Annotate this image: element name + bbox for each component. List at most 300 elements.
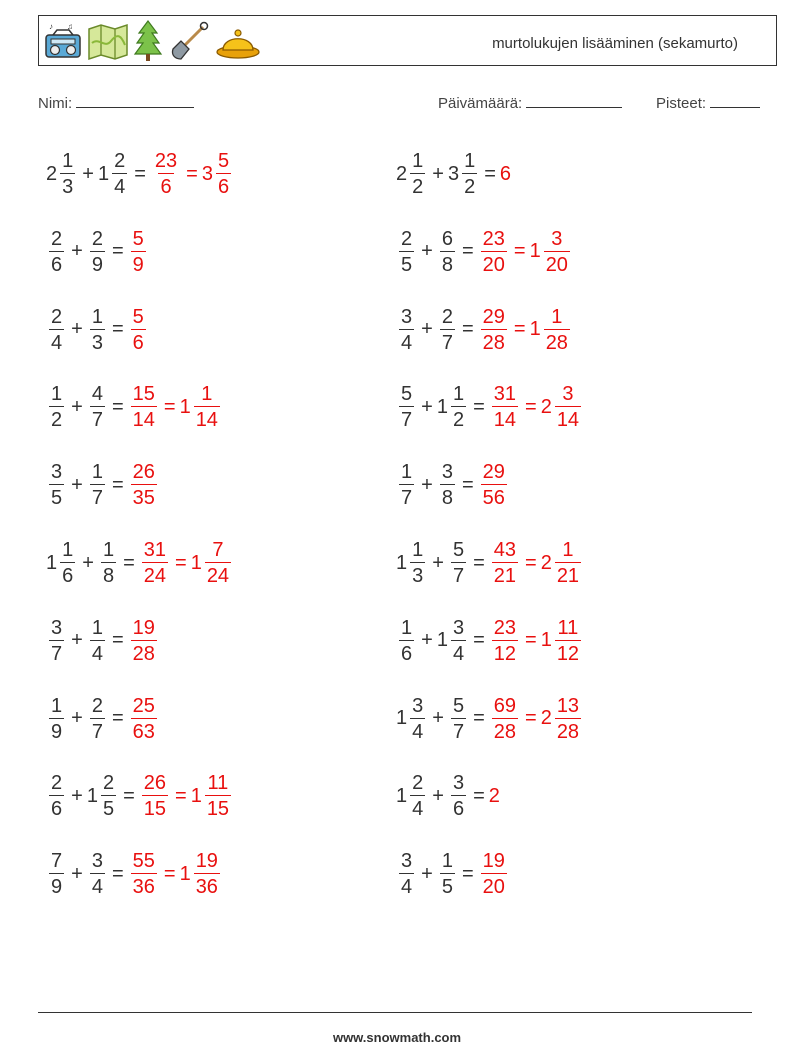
- numerator: 5: [217, 150, 230, 172]
- equals-sign: =: [473, 395, 485, 418]
- fraction: [451, 384, 466, 430]
- fraction: [399, 229, 414, 275]
- plus-sign: +: [421, 395, 433, 418]
- fraction: [481, 307, 507, 353]
- denominator: 5: [440, 873, 455, 897]
- numerator: 26: [143, 772, 166, 795]
- denominator: 7: [440, 329, 455, 353]
- answer: [478, 307, 510, 353]
- plus-sign: +: [82, 162, 94, 185]
- fraction: [131, 229, 146, 275]
- answer: [489, 384, 521, 430]
- plus-sign: +: [71, 473, 83, 496]
- fraction: [131, 462, 157, 508]
- footer-url: www.snowmath.com: [332, 1030, 462, 1045]
- equals-sign: =: [111, 318, 124, 341]
- fraction: [205, 773, 231, 819]
- numerator: 3: [401, 305, 413, 328]
- numerator: 2: [441, 305, 453, 328]
- numerator: 7: [212, 539, 224, 561]
- fraction: [555, 540, 581, 586]
- answer: [478, 462, 510, 508]
- boombox-icon: [43, 21, 83, 61]
- problem-row: [396, 611, 584, 671]
- numerator: 3: [51, 461, 63, 484]
- denominator: 35: [131, 484, 157, 508]
- denominator: 6: [451, 795, 466, 819]
- fraction: [555, 618, 581, 664]
- numerator: 13: [556, 694, 580, 717]
- fraction: [492, 384, 518, 430]
- problem-row: [46, 144, 234, 204]
- numerator: 3: [412, 694, 424, 717]
- equals-sign: =: [461, 240, 474, 263]
- numerator: 1: [452, 383, 465, 406]
- whole-number: 2: [540, 395, 552, 418]
- denominator: 6: [49, 795, 64, 819]
- denominator: 24: [205, 562, 231, 586]
- answer: [489, 785, 500, 808]
- denominator: 28: [544, 329, 570, 353]
- numerator: 31: [493, 383, 516, 406]
- numerator: 11: [207, 772, 229, 795]
- fraction: [49, 696, 64, 742]
- equals-sign: =: [186, 162, 198, 185]
- plus-sign: +: [432, 707, 444, 730]
- numerator: 69: [493, 694, 516, 717]
- mixed-answer: [541, 384, 584, 430]
- answer: [478, 229, 510, 275]
- numerator: 11: [557, 616, 579, 639]
- mixed-answer: [541, 618, 584, 664]
- denominator: 12: [555, 640, 581, 664]
- problem-row: [46, 377, 223, 437]
- fraction: [544, 229, 570, 275]
- plus-sign: +: [421, 318, 433, 341]
- whole-number: 6: [499, 162, 511, 185]
- denominator: 7: [90, 718, 105, 742]
- numerator: 4: [91, 383, 103, 406]
- denominator: 20: [481, 251, 507, 275]
- plus-sign: +: [71, 707, 83, 730]
- name-field: [38, 93, 194, 112]
- fraction: [399, 307, 414, 353]
- footer-divider: [38, 1012, 752, 1013]
- numerator: 26: [132, 461, 155, 484]
- fraction: [492, 540, 518, 586]
- denominator: 5: [101, 795, 116, 819]
- numerator: 5: [401, 383, 413, 406]
- denominator: 4: [399, 873, 414, 897]
- mixed-answer: [530, 229, 573, 275]
- fraction: [194, 851, 220, 897]
- fraction: [481, 462, 507, 508]
- equals-sign: =: [111, 473, 124, 496]
- problem-row: [396, 222, 573, 282]
- fraction: [131, 851, 157, 897]
- numerator: 2: [91, 694, 103, 717]
- fraction: [142, 540, 168, 586]
- denominator: 7: [399, 406, 414, 430]
- plus-sign: +: [71, 240, 83, 263]
- denominator: 9: [131, 251, 146, 275]
- equals-sign: =: [111, 395, 124, 418]
- fraction: [451, 618, 466, 664]
- numerator: 1: [401, 461, 413, 484]
- problem-row: [46, 455, 160, 515]
- denominator: 5: [49, 484, 64, 508]
- answer: [489, 618, 521, 664]
- mixed-answer: [541, 696, 584, 742]
- denominator: 7: [90, 484, 105, 508]
- denominator: 15: [142, 795, 168, 819]
- denominator: 24: [142, 562, 168, 586]
- denominator: 21: [492, 562, 518, 586]
- fraction: [481, 229, 507, 275]
- denominator: 8: [440, 484, 455, 508]
- fraction: [90, 384, 105, 430]
- denominator: 56: [481, 484, 507, 508]
- whole-number: 1: [179, 395, 191, 418]
- equals-sign: =: [123, 784, 135, 807]
- date-blank[interactable]: [526, 93, 622, 108]
- date-field: [438, 93, 622, 112]
- fraction: [153, 151, 179, 197]
- whole-number: 1: [86, 784, 98, 807]
- fraction: [410, 773, 425, 819]
- plus-sign: +: [71, 629, 83, 652]
- fraction: [90, 618, 105, 664]
- denominator: 2: [410, 173, 425, 197]
- numerator: 2: [91, 227, 103, 250]
- mixed-answer: [180, 384, 223, 430]
- numerator: 1: [51, 383, 63, 406]
- answer: [139, 773, 171, 819]
- problem-row: [396, 300, 573, 360]
- numerator: 3: [91, 850, 103, 873]
- whole-number: 1: [540, 629, 552, 652]
- numerator: 2: [401, 227, 413, 250]
- answer: [489, 540, 521, 586]
- denominator: 3: [410, 562, 425, 586]
- denominator: 2: [49, 406, 64, 430]
- whole-number: 2: [540, 707, 552, 730]
- fraction: [399, 618, 414, 664]
- score-field: [656, 93, 760, 112]
- fraction: [410, 151, 425, 197]
- plus-sign: +: [421, 240, 433, 263]
- plus-sign: +: [421, 862, 433, 885]
- answer: [150, 151, 182, 197]
- fraction: [49, 851, 64, 897]
- denominator: 63: [131, 718, 157, 742]
- name-blank[interactable]: [76, 93, 194, 108]
- fraction: [481, 851, 507, 897]
- equals-sign: =: [525, 629, 537, 652]
- denominator: 21: [555, 562, 581, 586]
- numerator: 31: [143, 539, 166, 561]
- denominator: 7: [49, 640, 64, 664]
- numerator: 2: [51, 227, 63, 250]
- denominator: 4: [451, 640, 466, 664]
- plus-sign: +: [432, 784, 444, 807]
- equals-sign: =: [484, 162, 496, 185]
- numerator: 1: [51, 694, 63, 717]
- plus-sign: +: [421, 473, 433, 496]
- fraction: [492, 696, 518, 742]
- denominator: 6: [158, 173, 173, 197]
- fraction: [101, 540, 116, 586]
- answer: [489, 696, 521, 742]
- whole-number: 3: [447, 162, 460, 185]
- numerator: 1: [562, 539, 574, 561]
- denominator: 6: [60, 562, 75, 586]
- fraction: [410, 696, 425, 742]
- fraction: [131, 618, 157, 664]
- svg-text:♪: ♪: [49, 22, 53, 31]
- denominator: 20: [481, 873, 507, 897]
- denominator: 4: [112, 173, 127, 197]
- answer: [478, 851, 510, 897]
- numerator: 1: [412, 150, 424, 172]
- answer: [128, 229, 149, 275]
- fraction: [90, 307, 105, 353]
- plus-sign: +: [71, 318, 83, 341]
- fraction: [60, 151, 75, 197]
- fraction: [440, 462, 455, 508]
- equals-sign: =: [175, 784, 187, 807]
- problem-row: [46, 611, 160, 671]
- problem-row: [46, 533, 234, 593]
- fraction: [131, 384, 157, 430]
- answer: [128, 851, 160, 897]
- problem-row: [396, 844, 510, 904]
- equals-sign: =: [525, 551, 537, 574]
- whole-number: 2: [46, 162, 58, 185]
- equals-sign: =: [111, 707, 124, 730]
- denominator: 3: [60, 173, 75, 197]
- mixed-answer: [202, 151, 234, 197]
- fraction: [440, 307, 455, 353]
- mixed-answer: [180, 851, 223, 897]
- equals-sign: =: [461, 473, 474, 496]
- svg-text:♫: ♫: [67, 22, 73, 31]
- denominator: 9: [49, 718, 64, 742]
- problem-row: [396, 455, 510, 515]
- numerator: 6: [441, 227, 453, 250]
- fraction: [90, 462, 105, 508]
- denominator: 6: [399, 640, 414, 664]
- fraction: [399, 851, 414, 897]
- equals-sign: =: [513, 318, 526, 341]
- fraction: [60, 540, 75, 586]
- denominator: 7: [451, 718, 466, 742]
- denominator: 4: [90, 873, 105, 897]
- answer: [139, 540, 171, 586]
- denominator: 6: [49, 251, 64, 275]
- fraction: [49, 229, 64, 275]
- numerator: 1: [62, 539, 74, 561]
- score-label: Pisteet:: [656, 95, 707, 112]
- whole-number: 1: [436, 395, 448, 418]
- numerator: 1: [201, 383, 213, 406]
- fraction: [131, 307, 146, 353]
- denominator: 4: [410, 718, 425, 742]
- numerator: 29: [482, 305, 505, 328]
- numerator: 7: [51, 850, 63, 873]
- numerator: 1: [91, 461, 103, 484]
- problem-row: [396, 766, 500, 826]
- denominator: 2: [451, 406, 466, 430]
- denominator: 9: [49, 873, 64, 897]
- problem-row: [46, 766, 234, 826]
- numerator: 19: [482, 850, 505, 873]
- problem-row: [46, 844, 223, 904]
- denominator: 36: [131, 873, 157, 897]
- whole-number: 2: [396, 162, 408, 185]
- answer: [128, 618, 160, 664]
- denominator: 4: [49, 329, 64, 353]
- equals-sign: =: [175, 551, 187, 574]
- denominator: 6: [216, 173, 231, 197]
- numerator: 5: [452, 694, 465, 717]
- whole-number: 2: [488, 784, 500, 807]
- denominator: 28: [555, 718, 581, 742]
- numerator: 3: [401, 850, 413, 873]
- plus-sign: +: [71, 862, 83, 885]
- mixed-answer: [541, 540, 584, 586]
- numerator: 3: [441, 461, 453, 484]
- answer: [128, 462, 160, 508]
- shovel-icon: [167, 19, 211, 63]
- numerator: 1: [412, 539, 424, 561]
- numerator: 3: [551, 227, 563, 250]
- numerator: 1: [91, 305, 103, 328]
- equals-sign: =: [513, 240, 526, 263]
- denominator: 12: [492, 640, 518, 664]
- fraction: [451, 773, 466, 819]
- numerator: 2: [102, 772, 115, 795]
- denominator: 20: [544, 251, 570, 275]
- worksheet-title: murtolukujen lisääminen (sekamurto): [492, 35, 738, 52]
- numerator: 55: [132, 850, 155, 873]
- problem-row: [46, 300, 149, 360]
- mixed-answer: [530, 307, 573, 353]
- numerator: 23: [482, 227, 505, 250]
- denominator: 36: [194, 873, 220, 897]
- score-blank[interactable]: [710, 93, 760, 108]
- map-icon: [87, 21, 129, 61]
- plus-sign: +: [71, 784, 83, 807]
- whole-number: 1: [436, 629, 448, 652]
- numerator: 3: [452, 772, 465, 795]
- equals-sign: =: [111, 240, 124, 263]
- numerator: 1: [102, 539, 115, 561]
- fraction: [544, 307, 570, 353]
- fraction: [555, 696, 581, 742]
- fraction: [205, 540, 231, 586]
- answer: [128, 696, 160, 742]
- denominator: 4: [399, 329, 414, 353]
- denominator: 28: [492, 718, 518, 742]
- fraction: [49, 384, 64, 430]
- equals-sign: =: [525, 707, 537, 730]
- whole-number: 2: [540, 551, 552, 574]
- bell-icon: [215, 21, 261, 61]
- fraction: [90, 229, 105, 275]
- equals-sign: =: [111, 862, 124, 885]
- plus-sign: +: [82, 551, 94, 574]
- denominator: 4: [90, 640, 105, 664]
- numerator: 23: [154, 150, 178, 172]
- problem-row: [396, 533, 584, 593]
- whole-number: 1: [190, 551, 202, 574]
- fraction: [101, 773, 116, 819]
- problem-row: [396, 377, 584, 437]
- fraction: [131, 696, 157, 742]
- numerator: 2: [114, 150, 126, 172]
- fraction: [49, 773, 64, 819]
- fraction: [462, 151, 477, 197]
- numerator: 23: [493, 616, 516, 639]
- answer: [500, 163, 511, 186]
- denominator: 28: [481, 329, 507, 353]
- header-icons: [43, 18, 261, 64]
- mixed-answer: [191, 540, 234, 586]
- whole-number: 1: [97, 162, 110, 185]
- whole-number: 1: [190, 784, 202, 807]
- equals-sign: =: [525, 395, 537, 418]
- whole-number: 1: [529, 240, 541, 263]
- equals-sign: =: [163, 395, 176, 418]
- denominator: 3: [90, 329, 105, 353]
- whole-number: 1: [396, 551, 408, 574]
- answer: [128, 384, 160, 430]
- problem-row: [396, 144, 511, 204]
- plus-sign: +: [421, 629, 433, 652]
- date-label: Päivämäärä:: [438, 95, 523, 112]
- worksheet-header: [38, 15, 777, 66]
- numerator: 3: [51, 616, 63, 639]
- equals-sign: =: [111, 629, 124, 652]
- numerator: 43: [493, 539, 516, 561]
- fraction: [440, 229, 455, 275]
- numerator: 1: [551, 305, 563, 328]
- problem-row: [396, 689, 584, 749]
- denominator: 14: [131, 406, 157, 430]
- denominator: 7: [399, 484, 414, 508]
- mixed-answer: [191, 773, 234, 819]
- numerator: 5: [132, 227, 144, 250]
- equals-sign: =: [461, 318, 474, 341]
- fraction: [451, 696, 466, 742]
- numerator: 1: [401, 616, 413, 639]
- numerator: 3: [452, 616, 465, 639]
- denominator: 14: [194, 406, 220, 430]
- fraction: [142, 773, 168, 819]
- numerator: 1: [464, 150, 476, 172]
- numerator: 5: [132, 305, 144, 328]
- equals-sign: =: [461, 862, 474, 885]
- fraction: [90, 851, 105, 897]
- numerator: 19: [195, 850, 218, 873]
- equals-sign: =: [473, 784, 485, 807]
- numerator: 2: [412, 772, 424, 795]
- fraction: [399, 384, 414, 430]
- fraction: [112, 151, 127, 197]
- whole-number: 1: [529, 318, 541, 341]
- fraction: [49, 307, 64, 353]
